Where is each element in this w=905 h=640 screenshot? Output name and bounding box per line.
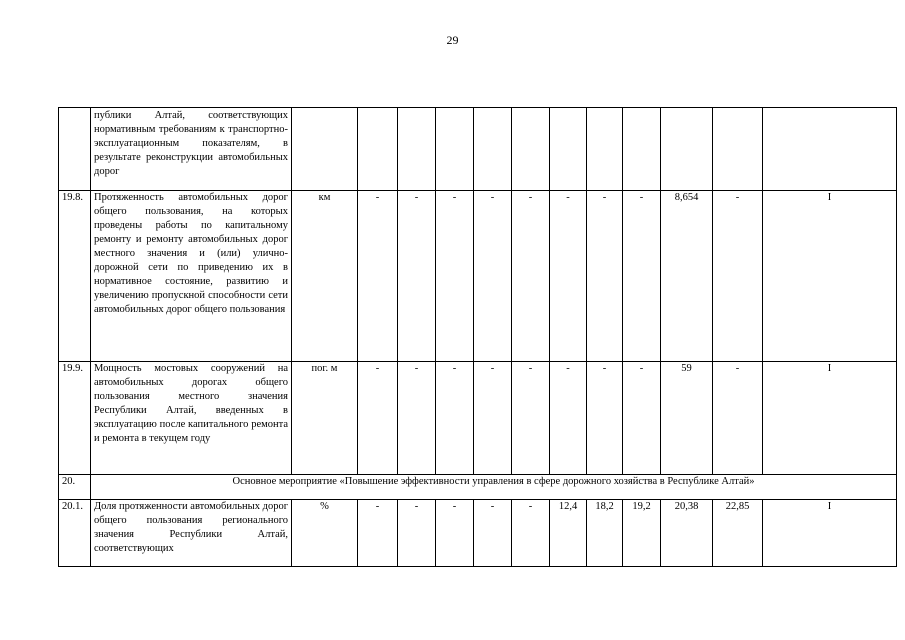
value-cell	[587, 108, 623, 191]
value-cell: -	[474, 500, 512, 567]
table-row	[59, 191, 897, 362]
indicator-name: Доля протяженности автомобильных дорог общего пользования регионального значения Республики Алтай, соответствующих	[91, 500, 292, 567]
value-cell: -	[512, 191, 550, 362]
section-title: Основное мероприятие «Повышение эффективности управления в сфере дорожного хозяйства в Республике Алтай»	[91, 475, 897, 500]
value-cell: -	[512, 500, 550, 567]
value-cell: 19,2	[623, 500, 661, 567]
value-cell	[623, 108, 661, 191]
value-cell: -	[398, 191, 436, 362]
code-cell	[763, 108, 897, 191]
table-row	[59, 108, 897, 191]
value-cell	[512, 108, 550, 191]
unit-cell	[292, 108, 358, 191]
value-cell: -	[474, 191, 512, 362]
value-cell: 59	[661, 362, 713, 475]
unit-cell: км	[292, 191, 358, 362]
value-cell: 20,38	[661, 500, 713, 567]
indicator-name: публики Алтай, соответствующих нормативным требованиям к транспортно-эксплуатационным показателям, в результате реконструкции автомобильных дорог	[91, 108, 292, 191]
unit-cell: %	[292, 500, 358, 567]
value-cell: -	[358, 191, 398, 362]
row-number	[59, 108, 91, 191]
value-cell: 8,654	[661, 191, 713, 362]
value-cell: -	[713, 362, 763, 475]
value-cell: -	[358, 362, 398, 475]
row-number: 20.1.	[59, 500, 91, 567]
row-number: 19.9.	[59, 362, 91, 475]
value-cell	[550, 108, 587, 191]
value-cell	[398, 108, 436, 191]
code-cell: I	[763, 500, 897, 567]
value-cell: 12,4	[550, 500, 587, 567]
value-cell: -	[623, 362, 661, 475]
value-cell: -	[398, 500, 436, 567]
section-row	[59, 475, 897, 500]
value-cell: -	[512, 362, 550, 475]
value-cell: -	[474, 362, 512, 475]
value-cell: -	[623, 191, 661, 362]
code-cell: I	[763, 362, 897, 475]
value-cell: -	[436, 500, 474, 567]
value-cell: 18,2	[587, 500, 623, 567]
indicator-name: Мощность мостовых сооружений на автомобильных дорогах общего пользования местного значения Республики Алтай, введенных в эксплуатацию после капитального ремонта и ремонта в текущем году	[91, 362, 292, 475]
code-cell: I	[763, 191, 897, 362]
value-cell: -	[436, 362, 474, 475]
value-cell	[358, 108, 398, 191]
value-cell: -	[550, 191, 587, 362]
value-cell	[474, 108, 512, 191]
value-cell: -	[436, 191, 474, 362]
value-cell: -	[398, 362, 436, 475]
row-number: 19.8.	[59, 191, 91, 362]
value-cell	[713, 108, 763, 191]
value-cell: 22,85	[713, 500, 763, 567]
table-row	[59, 362, 897, 475]
table-row	[59, 500, 897, 567]
value-cell: -	[358, 500, 398, 567]
unit-cell: пог. м	[292, 362, 358, 475]
value-cell: -	[587, 362, 623, 475]
value-cell: -	[550, 362, 587, 475]
value-cell	[661, 108, 713, 191]
value-cell: -	[713, 191, 763, 362]
value-cell	[436, 108, 474, 191]
indicators-table	[58, 107, 897, 567]
value-cell: -	[587, 191, 623, 362]
page-number: 29	[446, 33, 459, 47]
indicator-name: Протяженность автомобильных дорог общего пользования, на которых проведены работы по капитальному ремонту и ремонту автомобильных дорог местного значения и (или) улично-дорожной сети по приведению их в нормативное состояние, развитию и увеличению пропускной способности сети автомобильных дорог общего пользования	[91, 191, 292, 362]
row-number: 20.	[59, 475, 91, 500]
